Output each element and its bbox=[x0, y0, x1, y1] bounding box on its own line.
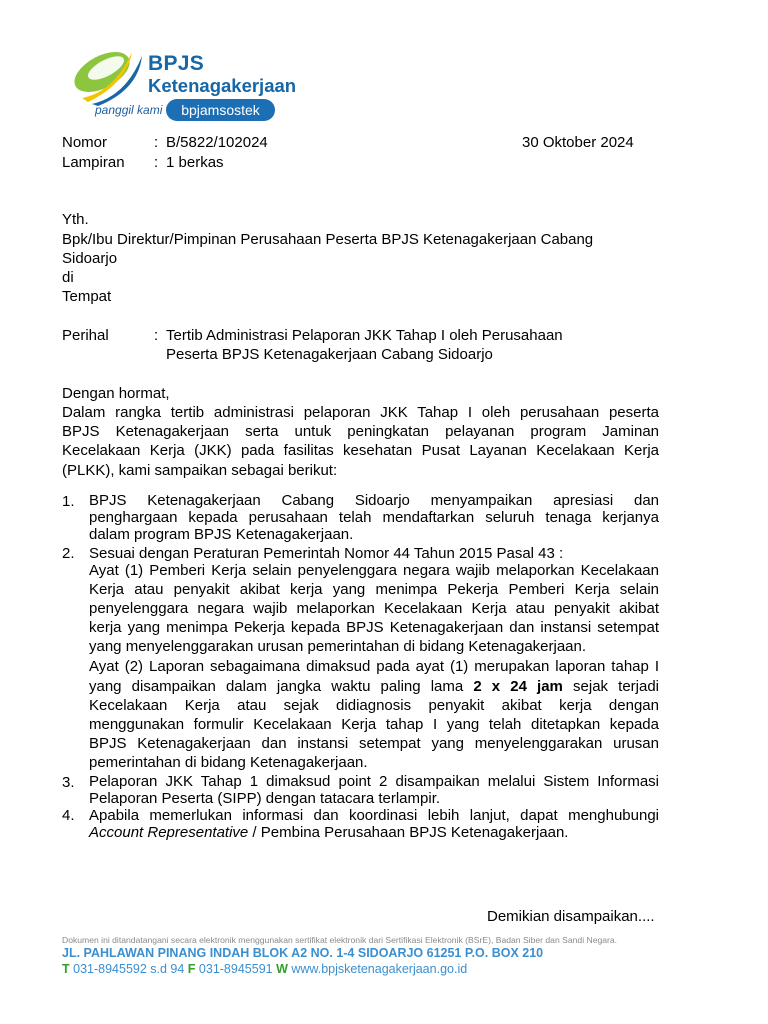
ayat2-text: yang disampaikan dalam jangka waktu paling lama bbox=[89, 678, 464, 695]
list-number: 3. bbox=[62, 774, 75, 791]
fax-label: F bbox=[187, 962, 196, 976]
ayat2-text: sejak terjadi bbox=[573, 678, 660, 695]
nomor-value: B/5822/102024 bbox=[166, 134, 268, 151]
list-item-line: dalam program BPJS Ketenagakerjaan. bbox=[89, 526, 354, 543]
logo-word-bpjs: BPJS bbox=[148, 52, 205, 75]
logo-tagline-pill: bpjamsostek bbox=[166, 99, 275, 121]
perihal-label: Perihal bbox=[62, 327, 109, 344]
web-label: W bbox=[276, 962, 288, 976]
greeting: Dengan hormat, bbox=[62, 385, 170, 402]
recipient-line: Tempat bbox=[62, 288, 112, 305]
closing-text: Demikian disampaikan.... bbox=[487, 908, 655, 925]
recipient-salutation: Yth. bbox=[62, 211, 89, 228]
ayat1-line: penyelenggara negara wajib melaporkan Kecelakaan Kerja atau penyakit akibat bbox=[89, 600, 659, 617]
company-logo bbox=[68, 44, 313, 128]
logo-mark-icon bbox=[68, 46, 148, 106]
list-item-line: Pelaporan JKK Tahap 1 dimaksud point 2 disampaikan melalui Sistem Informasi bbox=[89, 773, 659, 790]
logo-tagline: panggil kami bbox=[95, 103, 163, 117]
list-number: 1. bbox=[62, 493, 75, 510]
ayat1-line: kerja yang menimpa Pekerja kepada BPJS Ketenagakerjaan dan instansi setempat bbox=[89, 619, 659, 636]
lampiran-label: Lampiran bbox=[62, 154, 125, 171]
recipient-line: di bbox=[62, 269, 74, 286]
perihal-separator: : bbox=[154, 327, 159, 344]
phone-value: 031-8945592 s.d 94 bbox=[69, 962, 188, 976]
perihal-line: Tertib Administrasi Pelaporan JKK Tahap I oleh Perusahaan bbox=[166, 327, 563, 344]
intro-line: Dalam rangka tertib administrasi pelaporan JKK Tahap I oleh perusahaan peserta bbox=[62, 404, 659, 421]
ayat2-line: Ayat (2) Laporan sebagaimana dimaksud pada ayat (1) merupakan laporan tahap I bbox=[89, 658, 659, 675]
ayat1-line: Ayat (1) Pemberi Kerja selain penyelenggara negara wajib melaporkan Kecelakaan bbox=[89, 562, 659, 579]
recipient-line: Sidoarjo bbox=[62, 250, 118, 267]
intro-line: (PLKK), kami sampaikan sebagai berikut: bbox=[62, 462, 338, 479]
ayat2-line: BPJS Ketenagakerjaan dan instansi setempat yang menyelenggarakan urusan bbox=[89, 735, 659, 752]
list-item-line: penghargaan kepada perusahaan telah mendaftarkan seluruh tenaga kerjanya bbox=[89, 509, 659, 526]
nomor-label: Nomor bbox=[62, 134, 108, 151]
e-signature-note: Dokumen ini ditandatangani secara elektronik menggunakan sertifikat elektronik dari Sertifikasi Elektronik (BSrE), Badan Siber dan Sandi Negara. bbox=[62, 935, 618, 945]
perihal-line: Peserta BPJS Ketenagakerjaan Cabang Sidoarjo bbox=[166, 346, 493, 363]
nomor-separator: : bbox=[154, 134, 159, 151]
list-number: 2. bbox=[62, 545, 75, 562]
letter-date: 30 Oktober 2024 bbox=[522, 134, 634, 151]
list-item-line: Pelaporan Peserta (SIPP) dengan tatacara terlampir. bbox=[89, 790, 441, 807]
lampiran-value: 1 berkas bbox=[166, 154, 224, 171]
list-item-text: / Pembina Perusahaan BPJS Ketenagakerjaan. bbox=[248, 824, 569, 841]
list-item-line: BPJS Ketenagakerjaan Cabang Sidoarjo menyampaikan apresiasi dan bbox=[89, 492, 659, 509]
list-item-line: Sesuai dengan Peraturan Pemerintah Nomor 44 Tahun 2015 Pasal 43 : bbox=[89, 545, 564, 562]
ayat2-line: pemerintahan di bidang Ketenagakerjaan. bbox=[89, 754, 368, 771]
recipient-line: Bpk/Ibu Direktur/Pimpinan Perusahaan Peserta BPJS Ketenagakerjaan Cabang bbox=[62, 231, 594, 248]
fax-value: 031-8945591 bbox=[195, 962, 277, 976]
list-item-line: Apabila memerlukan informasi dan koordinasi lebih lanjut, dapat menghubungi bbox=[89, 807, 659, 824]
ayat2-line bbox=[89, 677, 659, 696]
website-link[interactable]: www.bpjsketenagakerjaan.go.id bbox=[287, 962, 468, 976]
footer-contact bbox=[62, 962, 467, 976]
ayat2-line: menggunakan formulir Kecelakaan Kerja tahap I yang telah ditetapkan kepada bbox=[89, 716, 659, 733]
lampiran-separator: : bbox=[154, 154, 159, 171]
ayat1-line: yang menyelenggarakan urusan pemerintahan di bidang Ketenagakerjaan. bbox=[89, 638, 587, 655]
logo-word-ketenagakerjaan: Ketenagakerjaan bbox=[148, 75, 297, 96]
footer-address: JL. PAHLAWAN PINANG INDAH BLOK A2 NO. 1-4 SIDOARJO 61251 P.O. BOX 210 bbox=[62, 946, 544, 960]
account-representative-text: Account Representative bbox=[89, 824, 249, 841]
ayat2-deadline: 2 x 24 jam bbox=[473, 678, 563, 695]
intro-line: Kecelakaan Kerja (JKK) pada fasilitas kesehatan Pusat Layanan Kecelakaan Kerja bbox=[62, 442, 659, 459]
ayat2-line: Kecelakaan Kerja atau sejak didiagnosis penyakit akibat kerja dengan bbox=[89, 697, 659, 714]
phone-label: T bbox=[62, 962, 70, 976]
list-item-line bbox=[89, 824, 568, 841]
list-number: 4. bbox=[62, 807, 75, 824]
ayat1-line: Kerja atau penyakit akibat kerja yang menimpa Pekerja Pemberi Kerja selain bbox=[89, 581, 659, 598]
intro-line: BPJS Ketenagakerjaan serta untuk peningkatan pelayanan program Jaminan bbox=[62, 423, 659, 440]
